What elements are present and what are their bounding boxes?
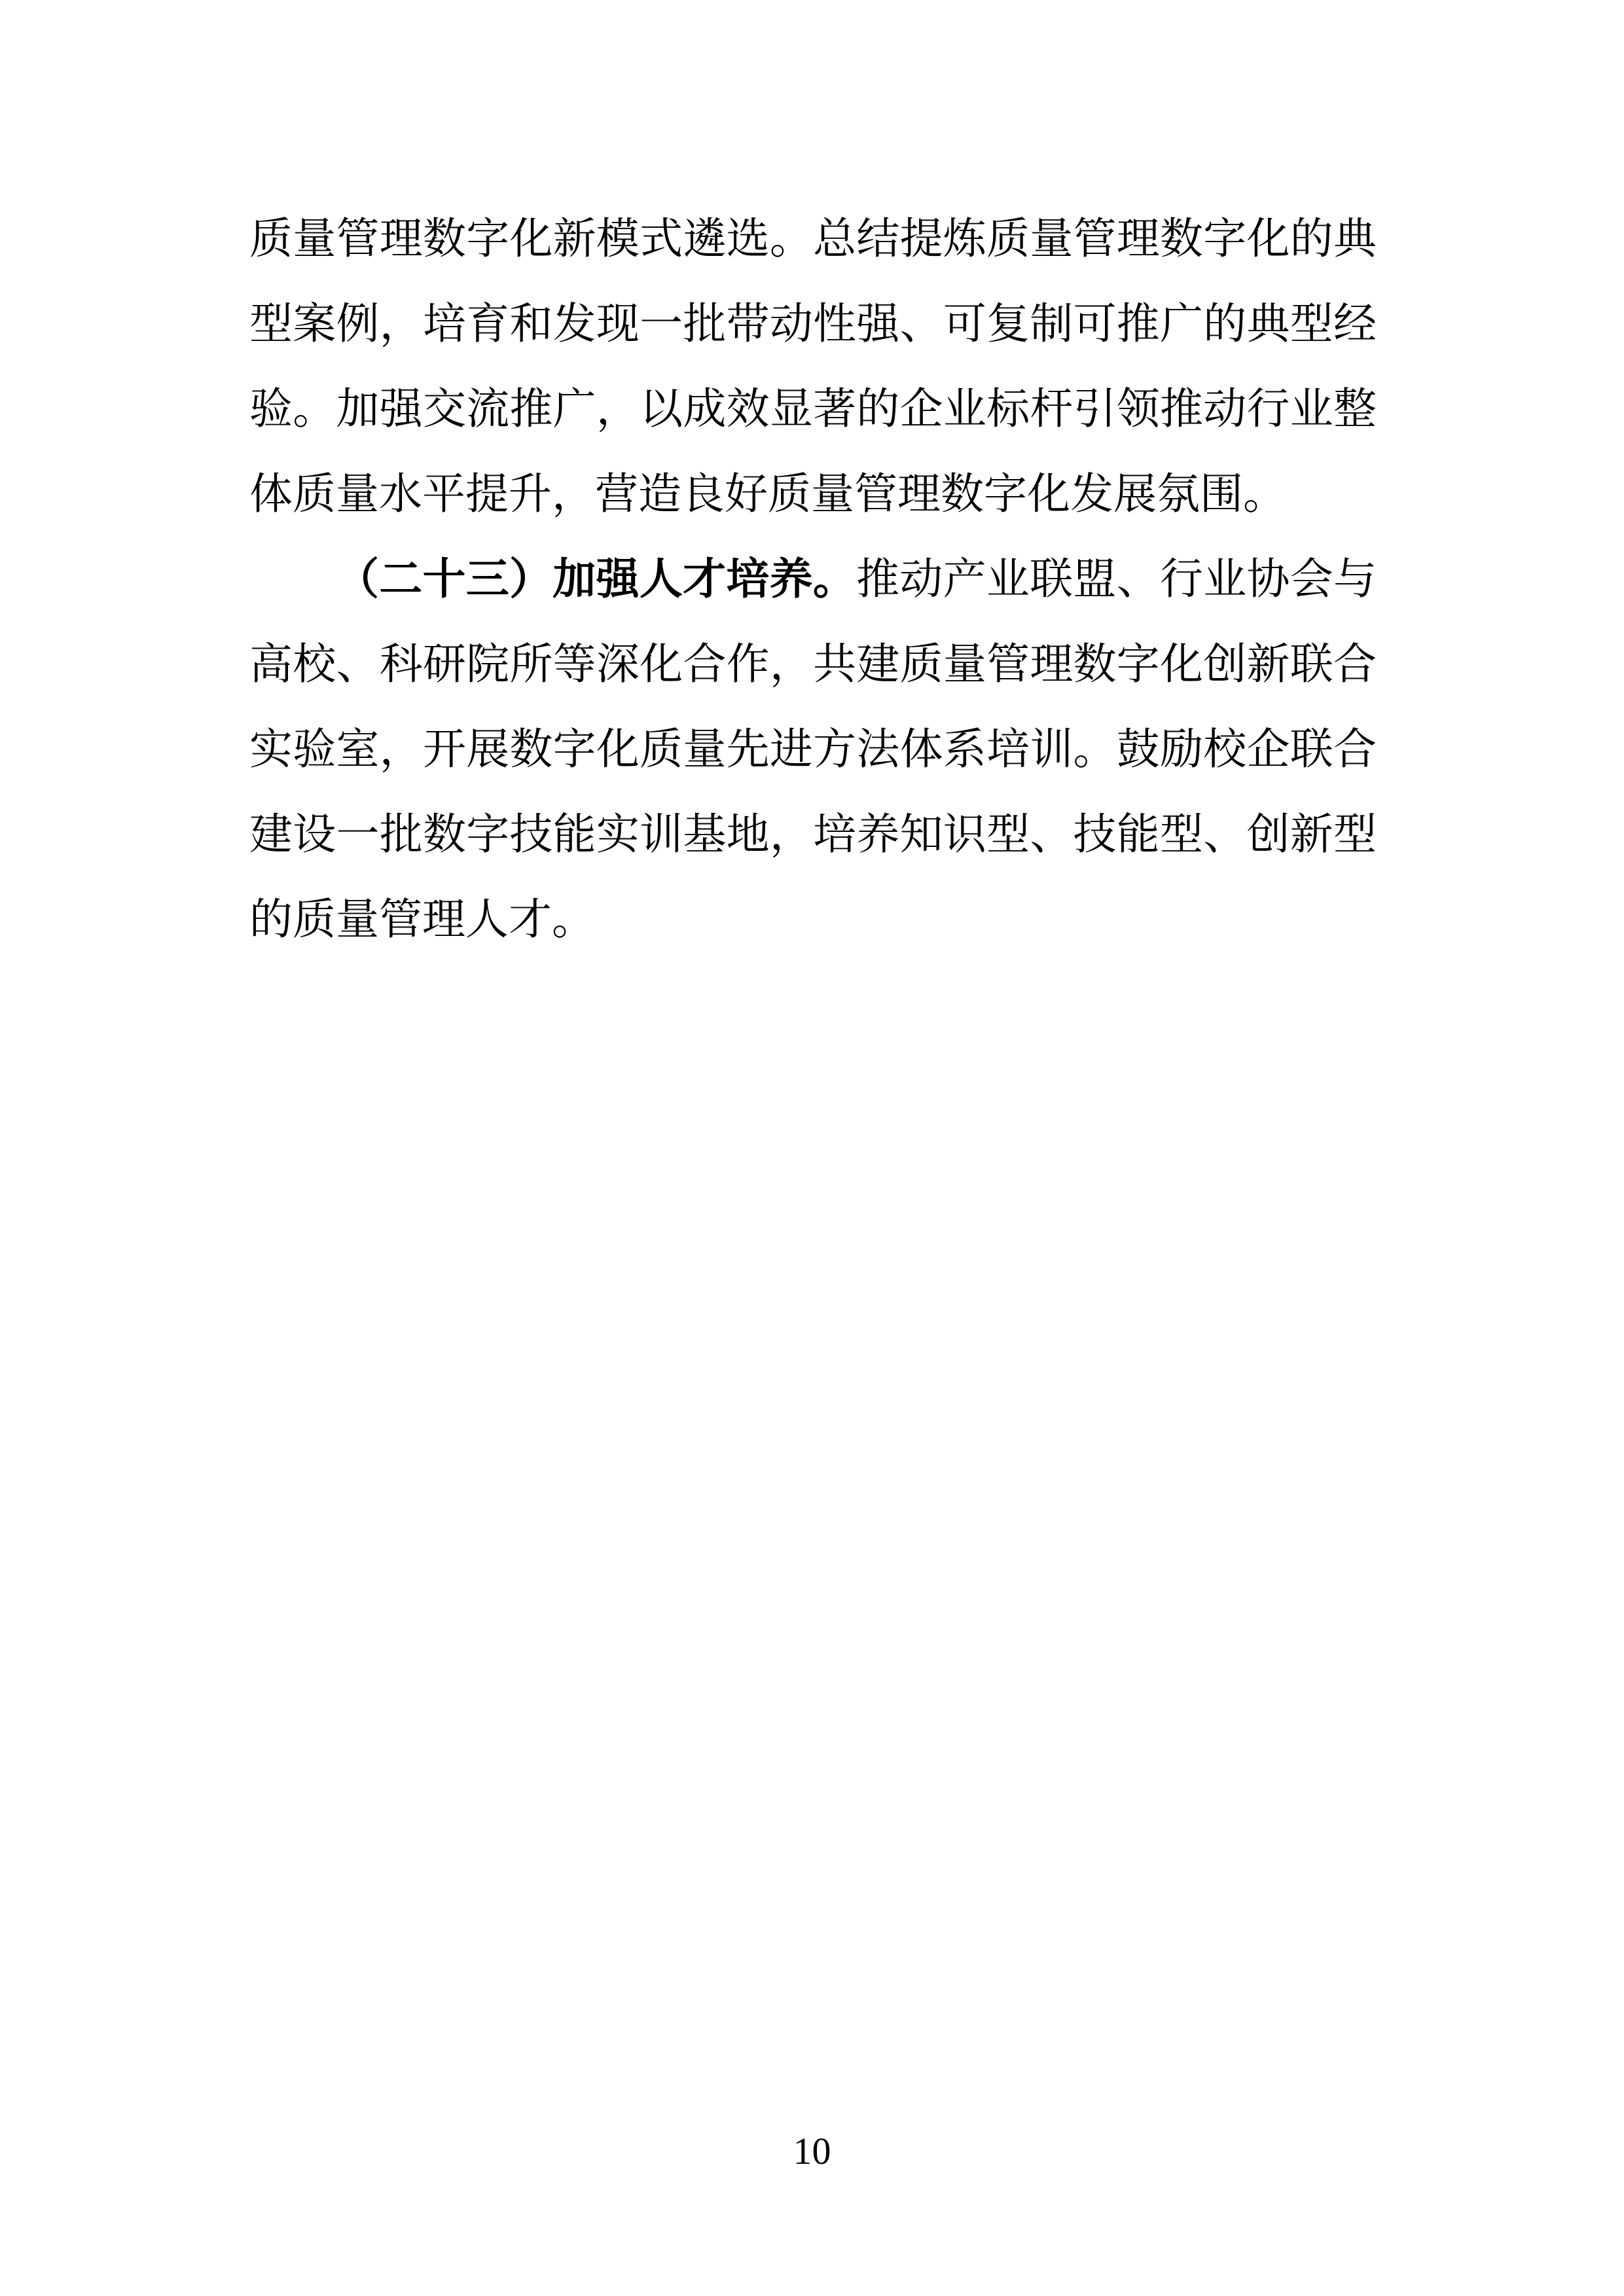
text-line: 建设一批数字技能实训基地，培养知识型、技能型、创新型 <box>249 811 1377 859</box>
section-heading-line-rest: 推动产业联盟、行业协会与 <box>856 556 1377 603</box>
text-line: 型案例，培育和发现一批带动性强、可复制可推广的典型经 <box>249 300 1377 348</box>
section-heading: （二十三）加强人才培养。 <box>336 556 857 603</box>
text-line: 实验室，开展数字化质量先进方法体系培训。鼓励校企联合 <box>249 726 1377 774</box>
text-line <box>249 537 1377 622</box>
paragraph-continuation <box>249 197 1377 537</box>
page-number: 10 <box>793 2130 831 2172</box>
text-line: 的质量管理人才。 <box>249 896 595 944</box>
text-line: 高校、科研院所等深化合作，共建质量管理数字化创新联合 <box>249 641 1377 689</box>
text-line: 质量管理数字化新模式遴选。总结提炼质量管理数字化的典 <box>249 215 1377 263</box>
text-line: 验。加强交流推广，以成效显著的企业标杆引领推动行业整 <box>249 386 1377 433</box>
text-line: 体质量水平提升，营造良好质量管理数字化发展氛围。 <box>249 471 1286 518</box>
document-body-text <box>249 197 1377 963</box>
paragraph-section-23 <box>249 537 1377 963</box>
